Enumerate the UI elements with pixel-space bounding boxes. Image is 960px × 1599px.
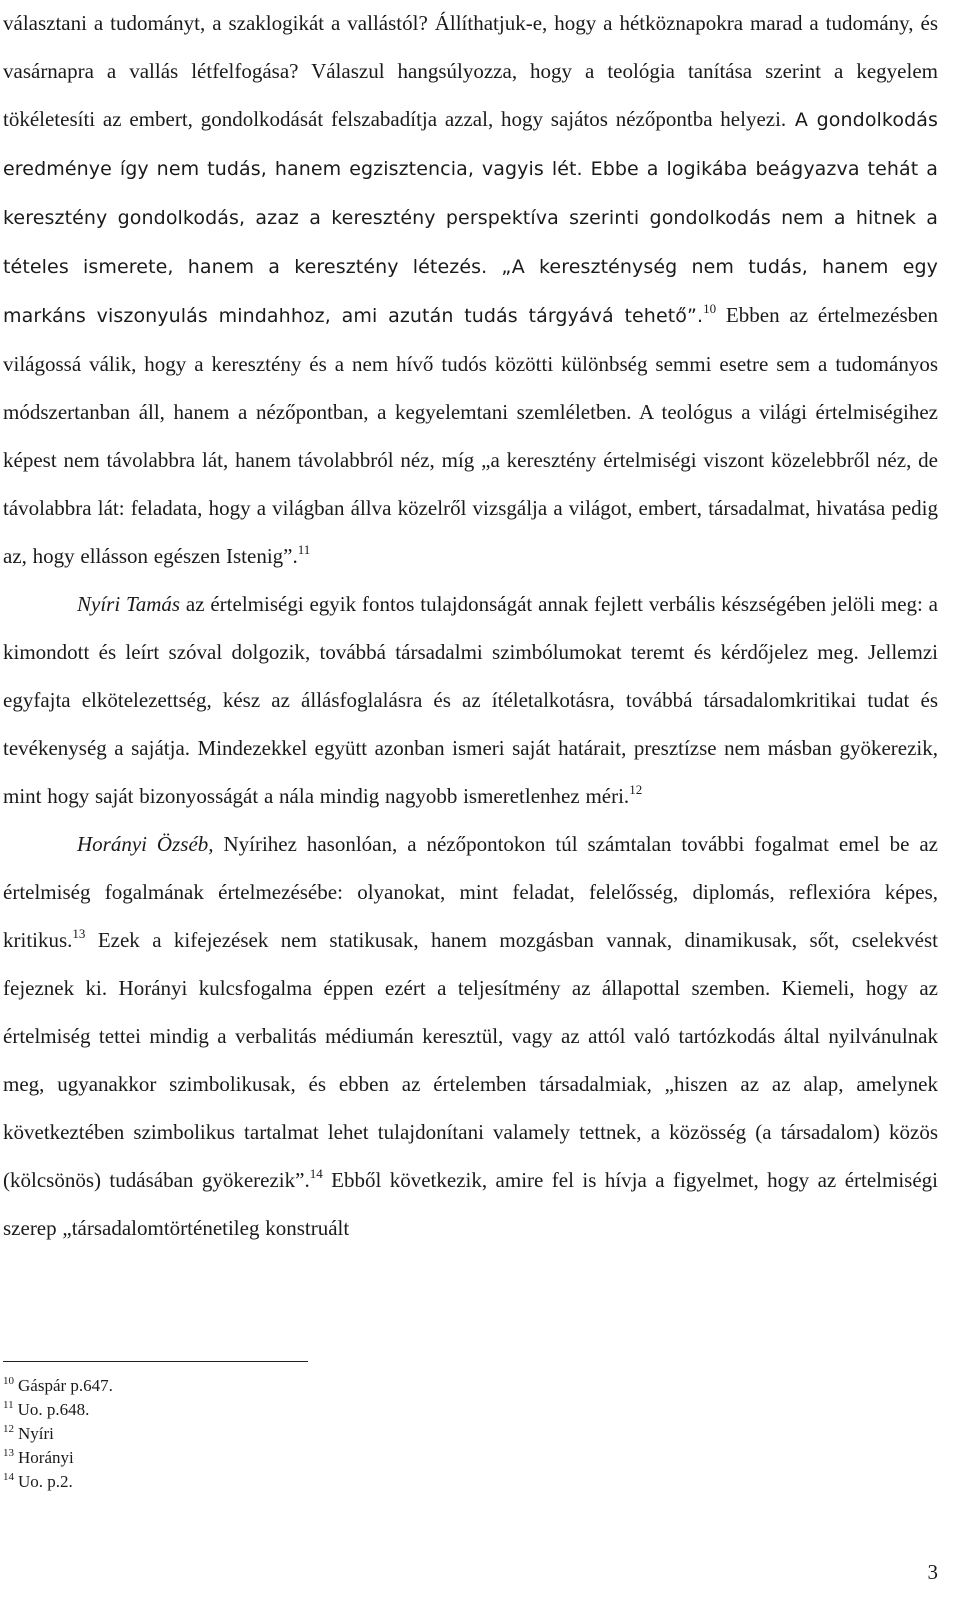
paragraph-3 <box>3 820 938 1252</box>
footnote-number: 14 <box>3 1471 14 1483</box>
footnote-text: Uo. p.2. <box>18 1472 73 1491</box>
p1-sentence-4: Ebben az értelmezésben világossá válik, hogy a keresztény és a nem hívő tudós közötti különbség semmi esetre sem a tudományos módszertanban áll, hanem a nézőpontban, a kegyelemtani szemléletben. <box>3 303 938 424</box>
footnote-text: Horányi <box>18 1448 74 1467</box>
footnote-text: Uo. p.648. <box>17 1400 90 1419</box>
footnote-ref-13: 13 <box>72 926 86 941</box>
footnote-item <box>3 1398 113 1422</box>
p3-sentence-5: Ebből következik, amire fel is hívja a figyelmet, hogy az értelmiségi szerep „társadalomtörténetileg konstruált <box>3 1168 938 1240</box>
page-body <box>3 0 938 1252</box>
paragraph-1 <box>3 0 938 580</box>
footnote-number: 11 <box>3 1399 14 1411</box>
p1-sentence-3: Ebbe a logikába beágyazva tehát a keresztény gondolkodás, azaz a keresztény perspektíva szerinti gondolkodás nem a hitnek a tételes ismerete, hanem a keresztény létezés. „A kereszténység nem tudás, hanem egy markáns viszonyulás mindahhoz, ami azután tudás tárgyává tehető”. <box>3 158 938 327</box>
p3-sentence-2: Ezek a kifejezések nem statikusak, hanem mozgásban vannak, dinamikusak, sőt, cselekvést fejeznek ki. <box>3 928 938 1000</box>
footnote-number: 10 <box>3 1375 14 1387</box>
footnote-item <box>3 1374 113 1398</box>
page-number: 3 <box>927 1560 938 1584</box>
footnote-text: Nyíri <box>18 1424 54 1443</box>
footnote-text: Gáspár p.647. <box>18 1376 113 1395</box>
p1-sentence-5: A teológus a világi értelmiségihez képest nem távolabbra lát, hanem távolabbról néz, míg „a keresztény értelmiségi viszont közelebbről néz, de távolabbra lát: feladata, hogy a világban állva közelről vizsgálja a világot, embert, társadalmat, hivatása pedig az, hogy ellásson egészen Istenig”. <box>3 400 938 568</box>
p1-sentence-2: A gondolkodás eredménye így nem tudás, hanem egzisztencia, vagyis lét. <box>3 109 938 180</box>
footnote-number: 13 <box>3 1447 14 1459</box>
p2-sentence-2: Jellemzi egyfajta elkötelezettség, kész az állásfoglalásra és az ítéletalkotásra, továbbá társadalomkritikai tudat és tevékenység a sajátja. <box>3 640 938 760</box>
paragraph-2 <box>3 580 938 820</box>
footnote-ref-14: 14 <box>309 1166 323 1181</box>
footnote-item <box>3 1470 113 1494</box>
footnote-separator <box>3 1361 308 1362</box>
p2-sentence-1: az értelmiségi egyik fontos tulajdonságát annak fejlett verbális készségében jelöli meg: a kimondott és leírt szóval dolgozik, továbbá társadalmi szimbólumokat teremt és kérdőjelez meg. <box>3 592 938 664</box>
footnote-item <box>3 1446 113 1470</box>
footnote-ref-10: 10 <box>703 301 717 316</box>
footnote-ref-11: 11 <box>297 542 311 557</box>
footnote-item <box>3 1422 113 1446</box>
author-name-nyiri: Nyíri Tamás <box>77 592 181 616</box>
footnote-number: 12 <box>3 1423 14 1435</box>
p3-sentence-1: Nyírihez hasonlóan, a nézőpontokon túl számtalan további fogalmat emel be az értelmiség fogalmának értelmezésébe: olyanokat, mint feladat, felelősség, diplomás, reflexióra képes, kritikus. <box>3 832 938 952</box>
p3-sentence-4: Kiemeli, hogy az értelmiség tettei mindig a verbalitás médiumán keresztül, vagy az attól való tartózkodás által nyilvánulnak meg, ugyanakkor szimbolikusak, és ebben az értelemben társadalmiak, „hiszen az az alap, amelynek következtében szimbolikus tartalmat lehet tulajdonítani valamely tettnek, a közösség (a társadalom) közös (kölcsönös) tudásában gyökerezik”. <box>3 976 938 1192</box>
author-name-horanyi: Horányi Özséb, <box>77 832 214 856</box>
p2-sentence-3: Mindezekkel együtt azonban ismeri saját határait, presztízse nem másban gyökerezik, mint hogy saját bizonyosságát a nála mindig nagyobb ismeretlenhez méri. <box>3 736 938 808</box>
footnote-ref-12: 12 <box>629 782 643 797</box>
p3-sentence-3: Horányi kulcsfogalma éppen ezért a teljesítmény az állapottal szemben. <box>107 976 771 1000</box>
p1-sentence-1: választani a tudományt, a szaklogikát a vallástól? Állíthatjuk-e, hogy a hétköznapokra marad a tudomány, és vasárnapra a vallás létfelfogása? Válaszul hangsúlyozza, hogy a teológia tanítása szerint a kegyelem tökéletesíti az embert, gondolkodását felszabadítja azzal, hogy sajátos nézőpontba helyezi. <box>3 11 938 131</box>
footnotes <box>3 1374 113 1494</box>
